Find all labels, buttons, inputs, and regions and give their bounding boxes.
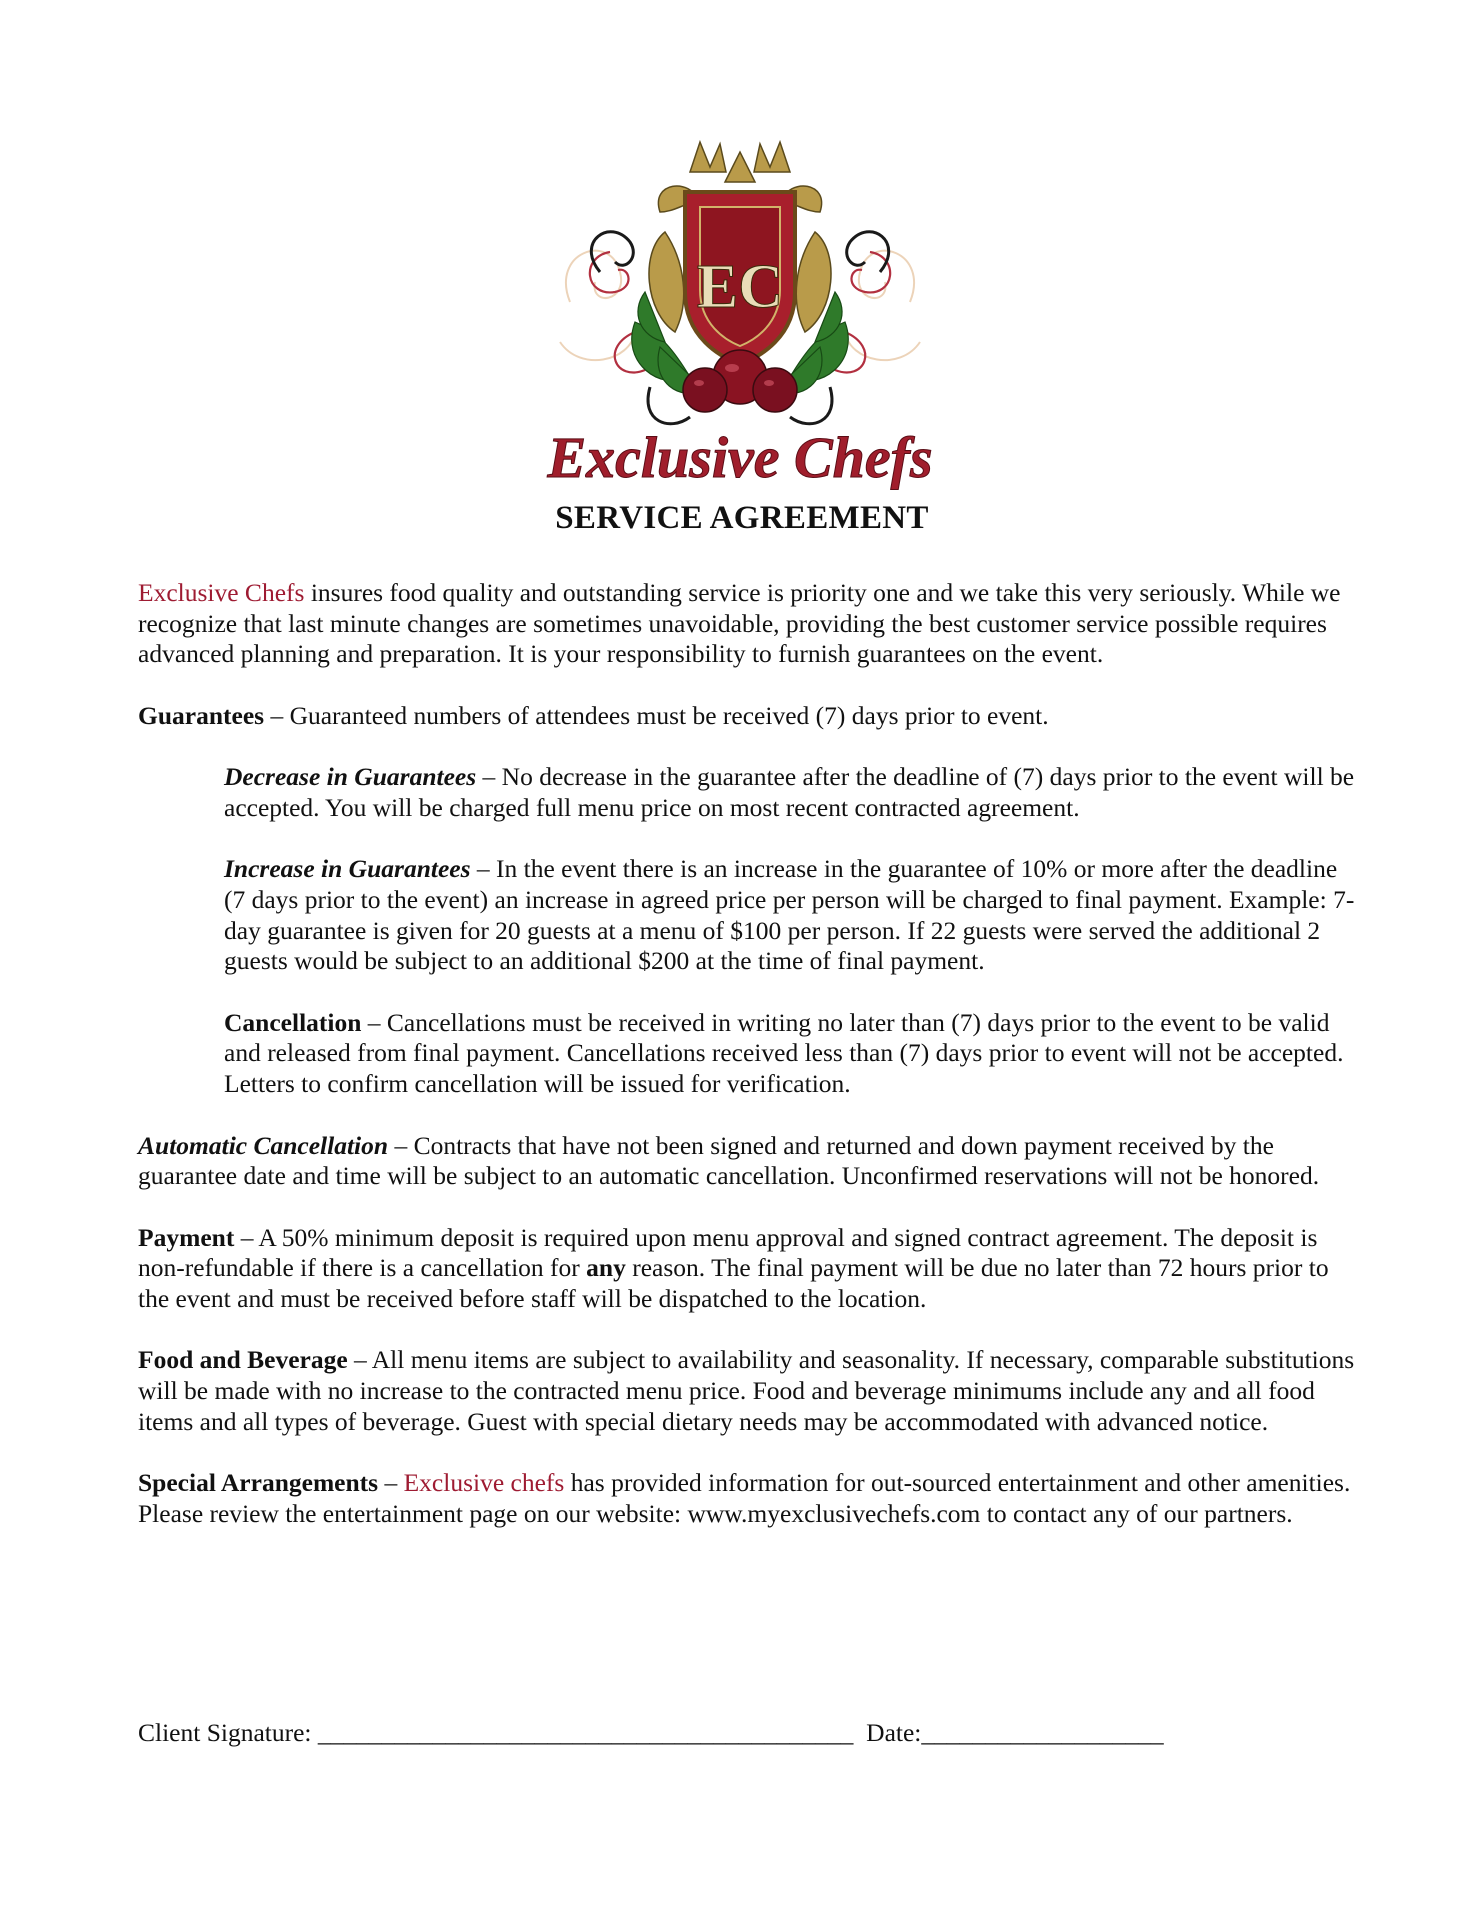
decrease-text: – No decrease in the guarantee after the deadline of (7) days prior to the event will be accepted. You will be charged full menu price on most recent contracted agreement. xyxy=(224,762,1355,822)
increase-text: – In the event there is an increase in the guarantee of 10% or more after the deadline (7 days prior to the event) an increase in agreed price per person will be charged to final payment. Example: 7-day guarantee is given for 20 guests at a menu of $100 per person. If 22 guests were served the additional 2 guests would be subject to an additional $200 at the time of final payment. xyxy=(224,854,1355,976)
date-line[interactable]: ___________________ xyxy=(921,1718,1164,1747)
guarantees-text: – Guaranteed numbers of attendees must be received (7) days prior to event. xyxy=(264,700,1049,730)
food-beverage-label: Food and Beverage xyxy=(138,1345,348,1375)
cancellation-paragraph xyxy=(224,1008,1356,1100)
special-brand: Exclusive chefs xyxy=(403,1468,565,1498)
payment-text-before: – A 50% minimum deposit is required upon menu approval and signed contract agreement. The deposit is non-refundable if there is a cancellation for xyxy=(138,1222,1318,1283)
increase-label: Increase in Guarantees xyxy=(224,854,471,884)
intro-paragraph xyxy=(138,578,1356,670)
food-beverage-paragraph xyxy=(138,1345,1356,1437)
special-label: Special Arrangements xyxy=(138,1468,379,1498)
document-title: SERVICE AGREEMENT xyxy=(555,500,929,536)
increase-paragraph xyxy=(224,854,1356,977)
guarantees-paragraph xyxy=(138,701,1356,732)
payment-text-after: reason. The final payment will be due no later than 72 hours prior to the event and must be received before staff will be dispatched to the location. xyxy=(138,1253,1329,1314)
guarantees-label: Guarantees xyxy=(138,700,265,730)
signature-block xyxy=(138,1718,1164,1748)
cancellation-label: Cancellation xyxy=(224,1007,362,1037)
logo-wordmark: Exclusive Chefs xyxy=(547,425,933,490)
payment-paragraph xyxy=(138,1223,1356,1315)
food-beverage-text: – All menu items are subject to availability and seasonality. If necessary, comparable substitutions will be made with no increase to the contracted menu price. Food and beverage minimums include any and all food items and all types of beverage. Guest with special dietary needs may be accommodated with advanced notice. xyxy=(138,1345,1355,1436)
payment-emphasis: any xyxy=(586,1253,626,1283)
auto-cancellation-text: – Contracts that have not been signed and returned and down payment received by the guarantee date and time will be subject to an automatic cancellation. Unconfirmed reservations will not be honored. xyxy=(138,1130,1320,1191)
exclusive-chefs-logo xyxy=(540,132,940,502)
decrease-paragraph xyxy=(224,762,1356,823)
intro-text: insures food quality and outstanding service is priority one and we take this very seriously. While we recognize that last minute changes are sometimes unavoidable, providing the best customer service possible requires advanced planning and preparation. It is your responsibility to furnish guarantees on the event. xyxy=(138,578,1341,669)
client-signature-label: Client Signature: xyxy=(138,1718,318,1747)
decrease-label: Decrease in Guarantees xyxy=(224,762,477,792)
special-dash: – xyxy=(378,1468,404,1498)
payment-label: Payment xyxy=(138,1222,235,1252)
auto-cancellation-paragraph xyxy=(138,1131,1356,1192)
client-signature-line[interactable]: __________________________________________ xyxy=(317,1718,854,1747)
agreement-body xyxy=(138,578,1356,1560)
svg-text:EC: EC xyxy=(696,253,784,321)
auto-cancellation-label: Automatic Cancellation xyxy=(138,1130,389,1160)
cancellation-text: – Cancellations must be received in writing no later than (7) days prior to the event to be valid and released from final payment. Cancellations received less than (7) days prior to event will not be accepted. Letters to confirm cancellation will be issued for verification. xyxy=(224,1007,1344,1099)
date-label: Date: xyxy=(866,1718,922,1747)
brand-name: Exclusive Chefs xyxy=(138,578,305,607)
special-arrangements-paragraph xyxy=(138,1468,1356,1529)
special-text: has provided information for out-sourced entertainment and other amenities. Please review the entertainment page on our website: www.myexclusivechefs.com to contact any of our partners. xyxy=(138,1468,1351,1528)
